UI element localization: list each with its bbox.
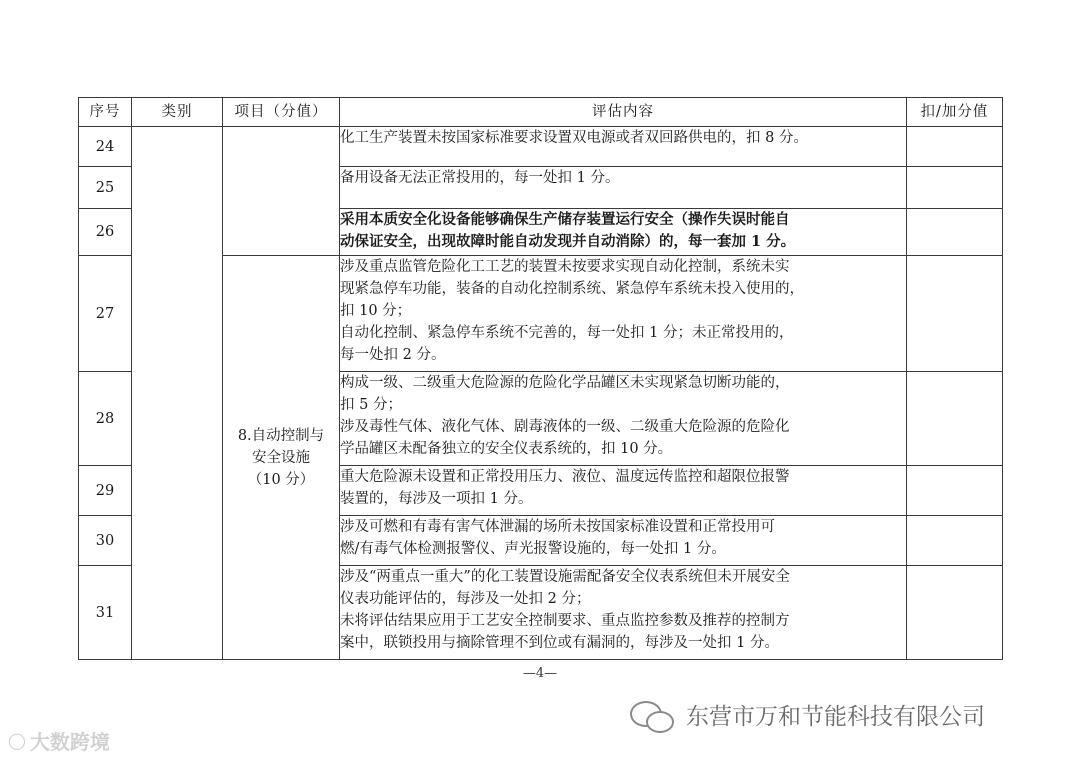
score-cell: [907, 566, 1003, 660]
header-item: 项目（分值）: [223, 98, 340, 127]
content-line: 扣 10 分；: [340, 303, 412, 319]
content-line: 采用本质安全化设备能够确保生产储存装置运行安全（操作失误时能自: [340, 211, 790, 228]
content-line: 仪表功能评估的，每涉及一处扣 2 分；: [340, 591, 591, 607]
content-line: 重大危险源未设置和正常投用压力、液位、温度远传监控和超限位报警: [340, 469, 790, 485]
item-line: 安全设施: [252, 449, 310, 466]
content-cell: [340, 566, 907, 660]
content-line: 涉及毒性气体、液化气体、剧毒液体的一级、二级重大危险源的危险化: [340, 419, 790, 435]
content-line: 学品罐区未配备独立的安全仪表系统的，扣 10 分。: [340, 441, 673, 457]
score-cell: [907, 466, 1003, 516]
wechat-icon: [630, 699, 674, 731]
content-line: 构成一级、二级重大危险源的危险化学品罐区未实现紧急切断功能的，: [340, 375, 790, 391]
content-cell: [340, 372, 907, 466]
watermark-right-text: 东营市万和节能科技有限公司: [686, 704, 985, 730]
score-cell: [907, 256, 1003, 372]
content-line: 化工生产装置未按国家标准要求设置双电源或者双回路供电的，扣 8 分。: [340, 130, 808, 146]
page-number: —4—: [522, 666, 558, 681]
content-cell: [340, 167, 907, 209]
content-line: 涉及可燃和有毒有害气体泄漏的场所未按国家标准设置和正常投用可: [340, 519, 775, 535]
score-cell: [907, 127, 1003, 167]
content-line: 未将评估结果应用于工艺安全控制要求、重点监控参数及推荐的控制方: [340, 613, 790, 629]
logo-icon: ◯: [8, 731, 26, 750]
row-number: 26: [79, 209, 132, 256]
score-cell: [907, 167, 1003, 209]
header-score: 扣/加分值: [907, 98, 1003, 127]
category-cell: [132, 127, 223, 660]
watermark-left: [8, 726, 110, 755]
content-line: 备用设备无法正常投用的，每一处扣 1 分。: [340, 170, 620, 186]
content-cell: [340, 516, 907, 566]
item-line: 8.自动控制与: [237, 427, 325, 444]
content-cell: [340, 209, 907, 256]
table-header-row: [79, 98, 1003, 127]
content-line: 案中，联锁投用与摘除管理不到位或有漏洞的，每涉及一处扣 1 分。: [340, 635, 779, 651]
row-number: 27: [79, 256, 132, 372]
watermark-right: [630, 698, 985, 731]
content-cell: [340, 127, 907, 167]
row-number: 31: [79, 566, 132, 660]
table-row: [79, 127, 1003, 167]
row-number: 25: [79, 167, 132, 209]
content-line: 装置的，每涉及一项扣 1 分。: [340, 491, 533, 507]
row-number: 29: [79, 466, 132, 516]
row-number: 30: [79, 516, 132, 566]
evaluation-table: [78, 97, 1003, 660]
header-content: 评估内容: [340, 98, 907, 127]
header-seq: 序号: [79, 98, 132, 127]
item-line: （10 分）: [247, 471, 315, 488]
content-line: 燃/有毒气体检测报警仪、声光报警设施的，每一处扣 1 分。: [340, 541, 726, 557]
score-cell: [907, 209, 1003, 256]
score-cell: [907, 516, 1003, 566]
content-line: 扣 5 分；: [340, 397, 402, 413]
content-line: 涉及“两重点一重大”的化工装置设施需配备安全仪表系统但未开展安全: [340, 569, 790, 585]
score-cell: [907, 372, 1003, 466]
content-cell: [340, 256, 907, 372]
row-number: 28: [79, 372, 132, 466]
content-line: 涉及重点监管危险化工工艺的装置未按要求实现自动化控制，系统未实: [340, 259, 790, 275]
watermark-left-text: 大数跨境: [29, 730, 110, 754]
item-cell-empty: [223, 127, 340, 256]
content-cell: [340, 466, 907, 516]
content-line: 每一处扣 2 分。: [340, 347, 446, 363]
content-line: 自动化控制、紧急停车系统不完善的，每一处扣 1 分；未正常投用的，: [340, 325, 794, 341]
item-cell-auto-control: [223, 256, 340, 660]
content-line: 现紧急停车功能，装备的自动化控制系统、紧急停车系统未投入使用的，: [340, 281, 804, 297]
content-line: 动保证安全，出现故障时能自动发现并自动消除）的，每一套加 1 分。: [340, 233, 796, 250]
row-number: 24: [79, 127, 132, 167]
header-category: 类别: [132, 98, 223, 127]
